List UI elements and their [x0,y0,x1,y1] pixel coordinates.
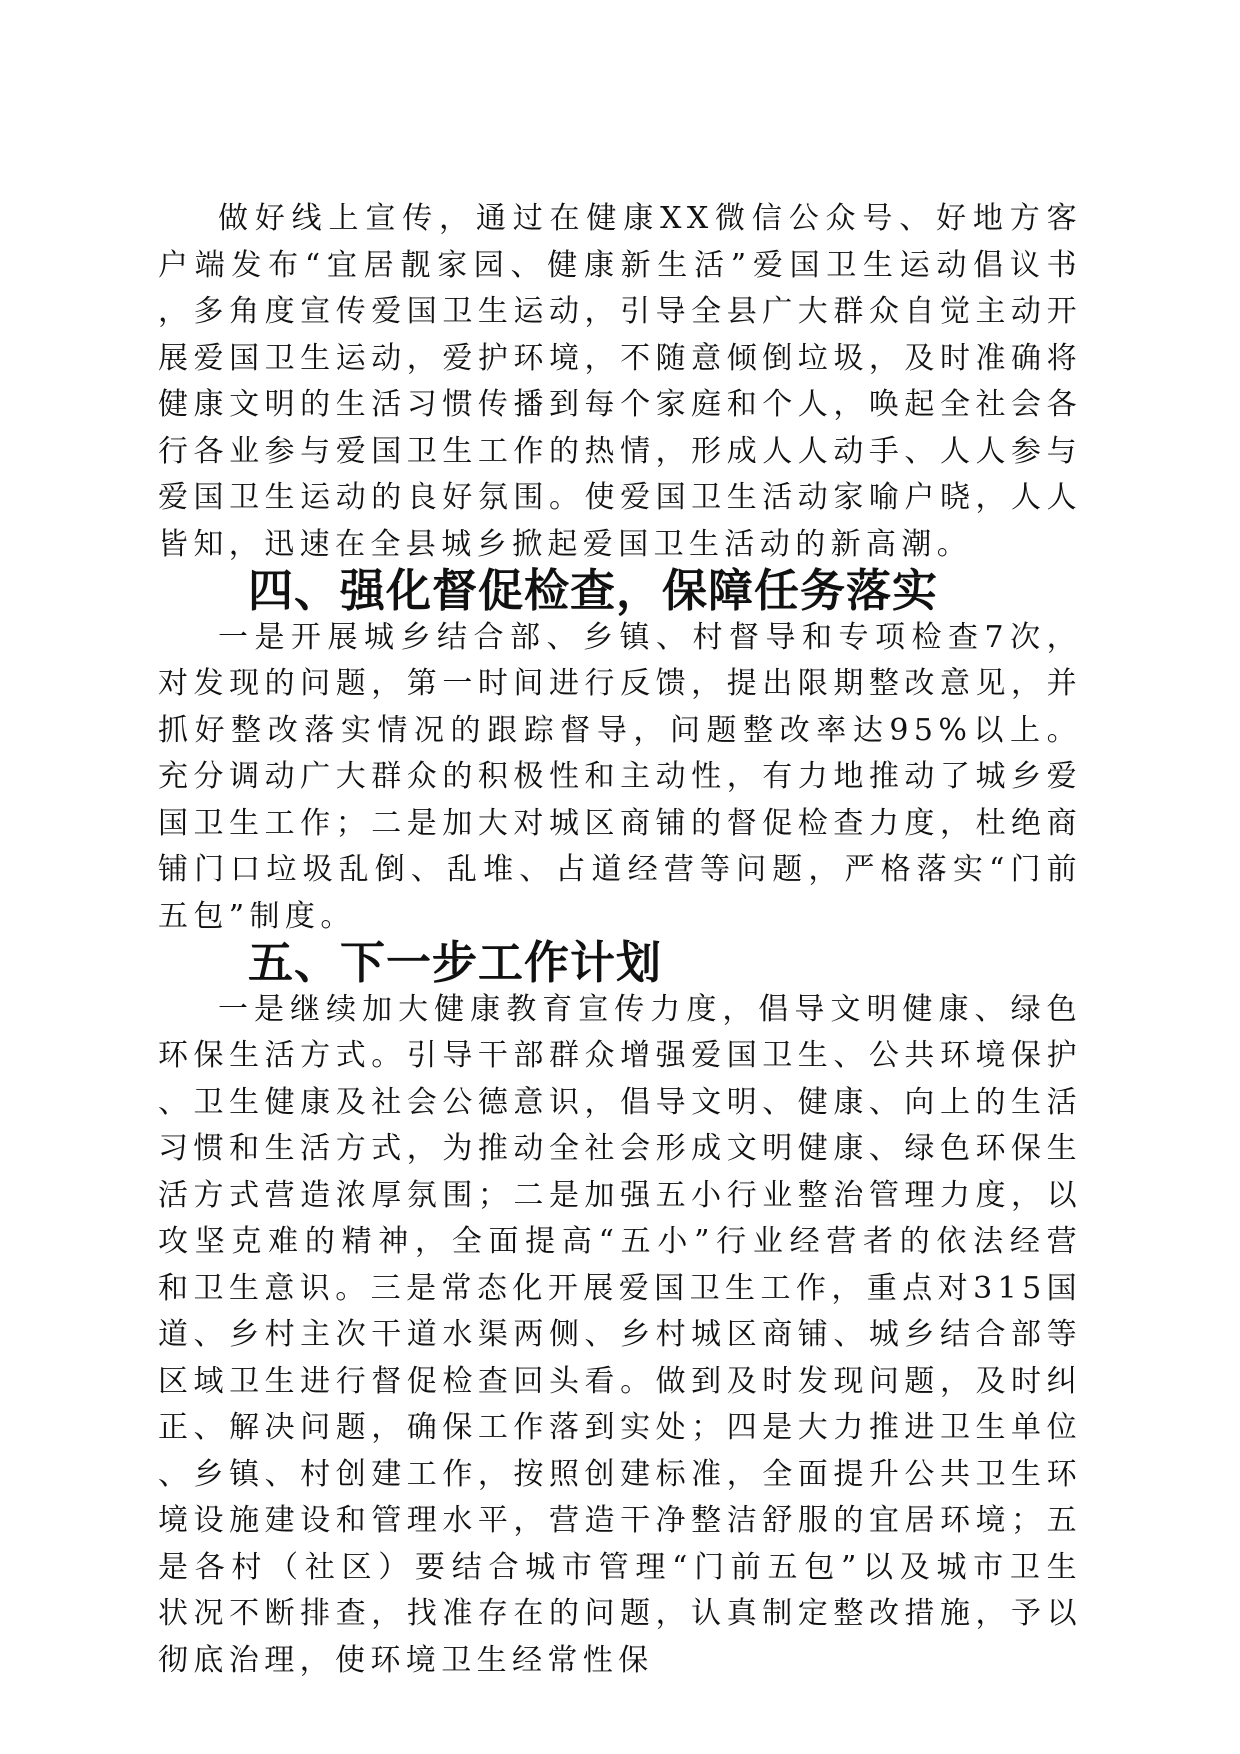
paragraph-next-steps: 一是继续加大健康教育宣传力度，倡导文明健康、绿色环保生活方式。引导干部群众增强爱国卫生、公共环境保护、卫生健康及社会公德意识，倡导文明、健康、向上的生活习惯和生活方式，为推动全社会形成文明健康、绿色环保生活方式营造浓厚氛围；二是加强五小行业整治管理力度，以攻坚克难的精神，全面提高“五小”行业经营者的依法经营和卫生意识。三是常态化开展爱国卫生工作，重点对315国道、乡村主次干道水渠两侧、乡村城区商铺、城乡结合部等区域卫生进行督促检查回头看。做到及时发现问题，及时纠正、解决问题，确保工作落到实处；四是大力推进卫生单位、乡镇、村创建工作，按照创建标准，全面提升公共卫生环境设施建设和管理水平，营造干净整洁舒服的宜居环境；五是各村（社区）要结合城市管理“门前五包”以及城市卫生状况不断排查，找准存在的问题，认真制定整改措施，予以彻底治理，使环境卫生经常性保 [158,991,1082,1678]
paragraph-online-publicity: 做好线上宣传，通过在健康XX微信公众号、好地方客户端发布“宜居靓家园、健康新生活”爱国卫生运动倡议书，多角度宣传爱国卫生运动，引导全县广大群众自觉主动开展爱国卫生运动，爱护环境，不随意倾倒垃圾，及时准确将健康文明的生活习惯传播到每个家庭和个人，唤起全社会各行各业参与爱国卫生工作的热情，形成人人动手、人人参与爱国卫生运动的良好氛围。使爱国卫生活动家喻户晓，人人皆知，迅速在全县城乡掀起爱国卫生活动的新高潮。 [158,201,1082,562]
section-heading-5: 五、下一步工作计划 [248,936,663,989]
paragraph-inspection: 一是开展城乡结合部、乡镇、村督导和专项检查7次，对发现的问题，第一时间进行反馈，提出限期整改意见，并抓好整改落实情况的跟踪督导，问题整改率达95%以上。充分调动广大群众的积极性和主动性，有力地推动了城乡爱国卫生工作；二是加大对城区商铺的督促检查力度，杜绝商铺门口垃圾乱倒、乱堆、占道经营等问题，严格落实“门前五包”制度。 [158,619,1082,934]
section-heading-4: 四、强化督促检查，保障任务落实 [248,564,939,617]
document-body [158,196,1082,1684]
